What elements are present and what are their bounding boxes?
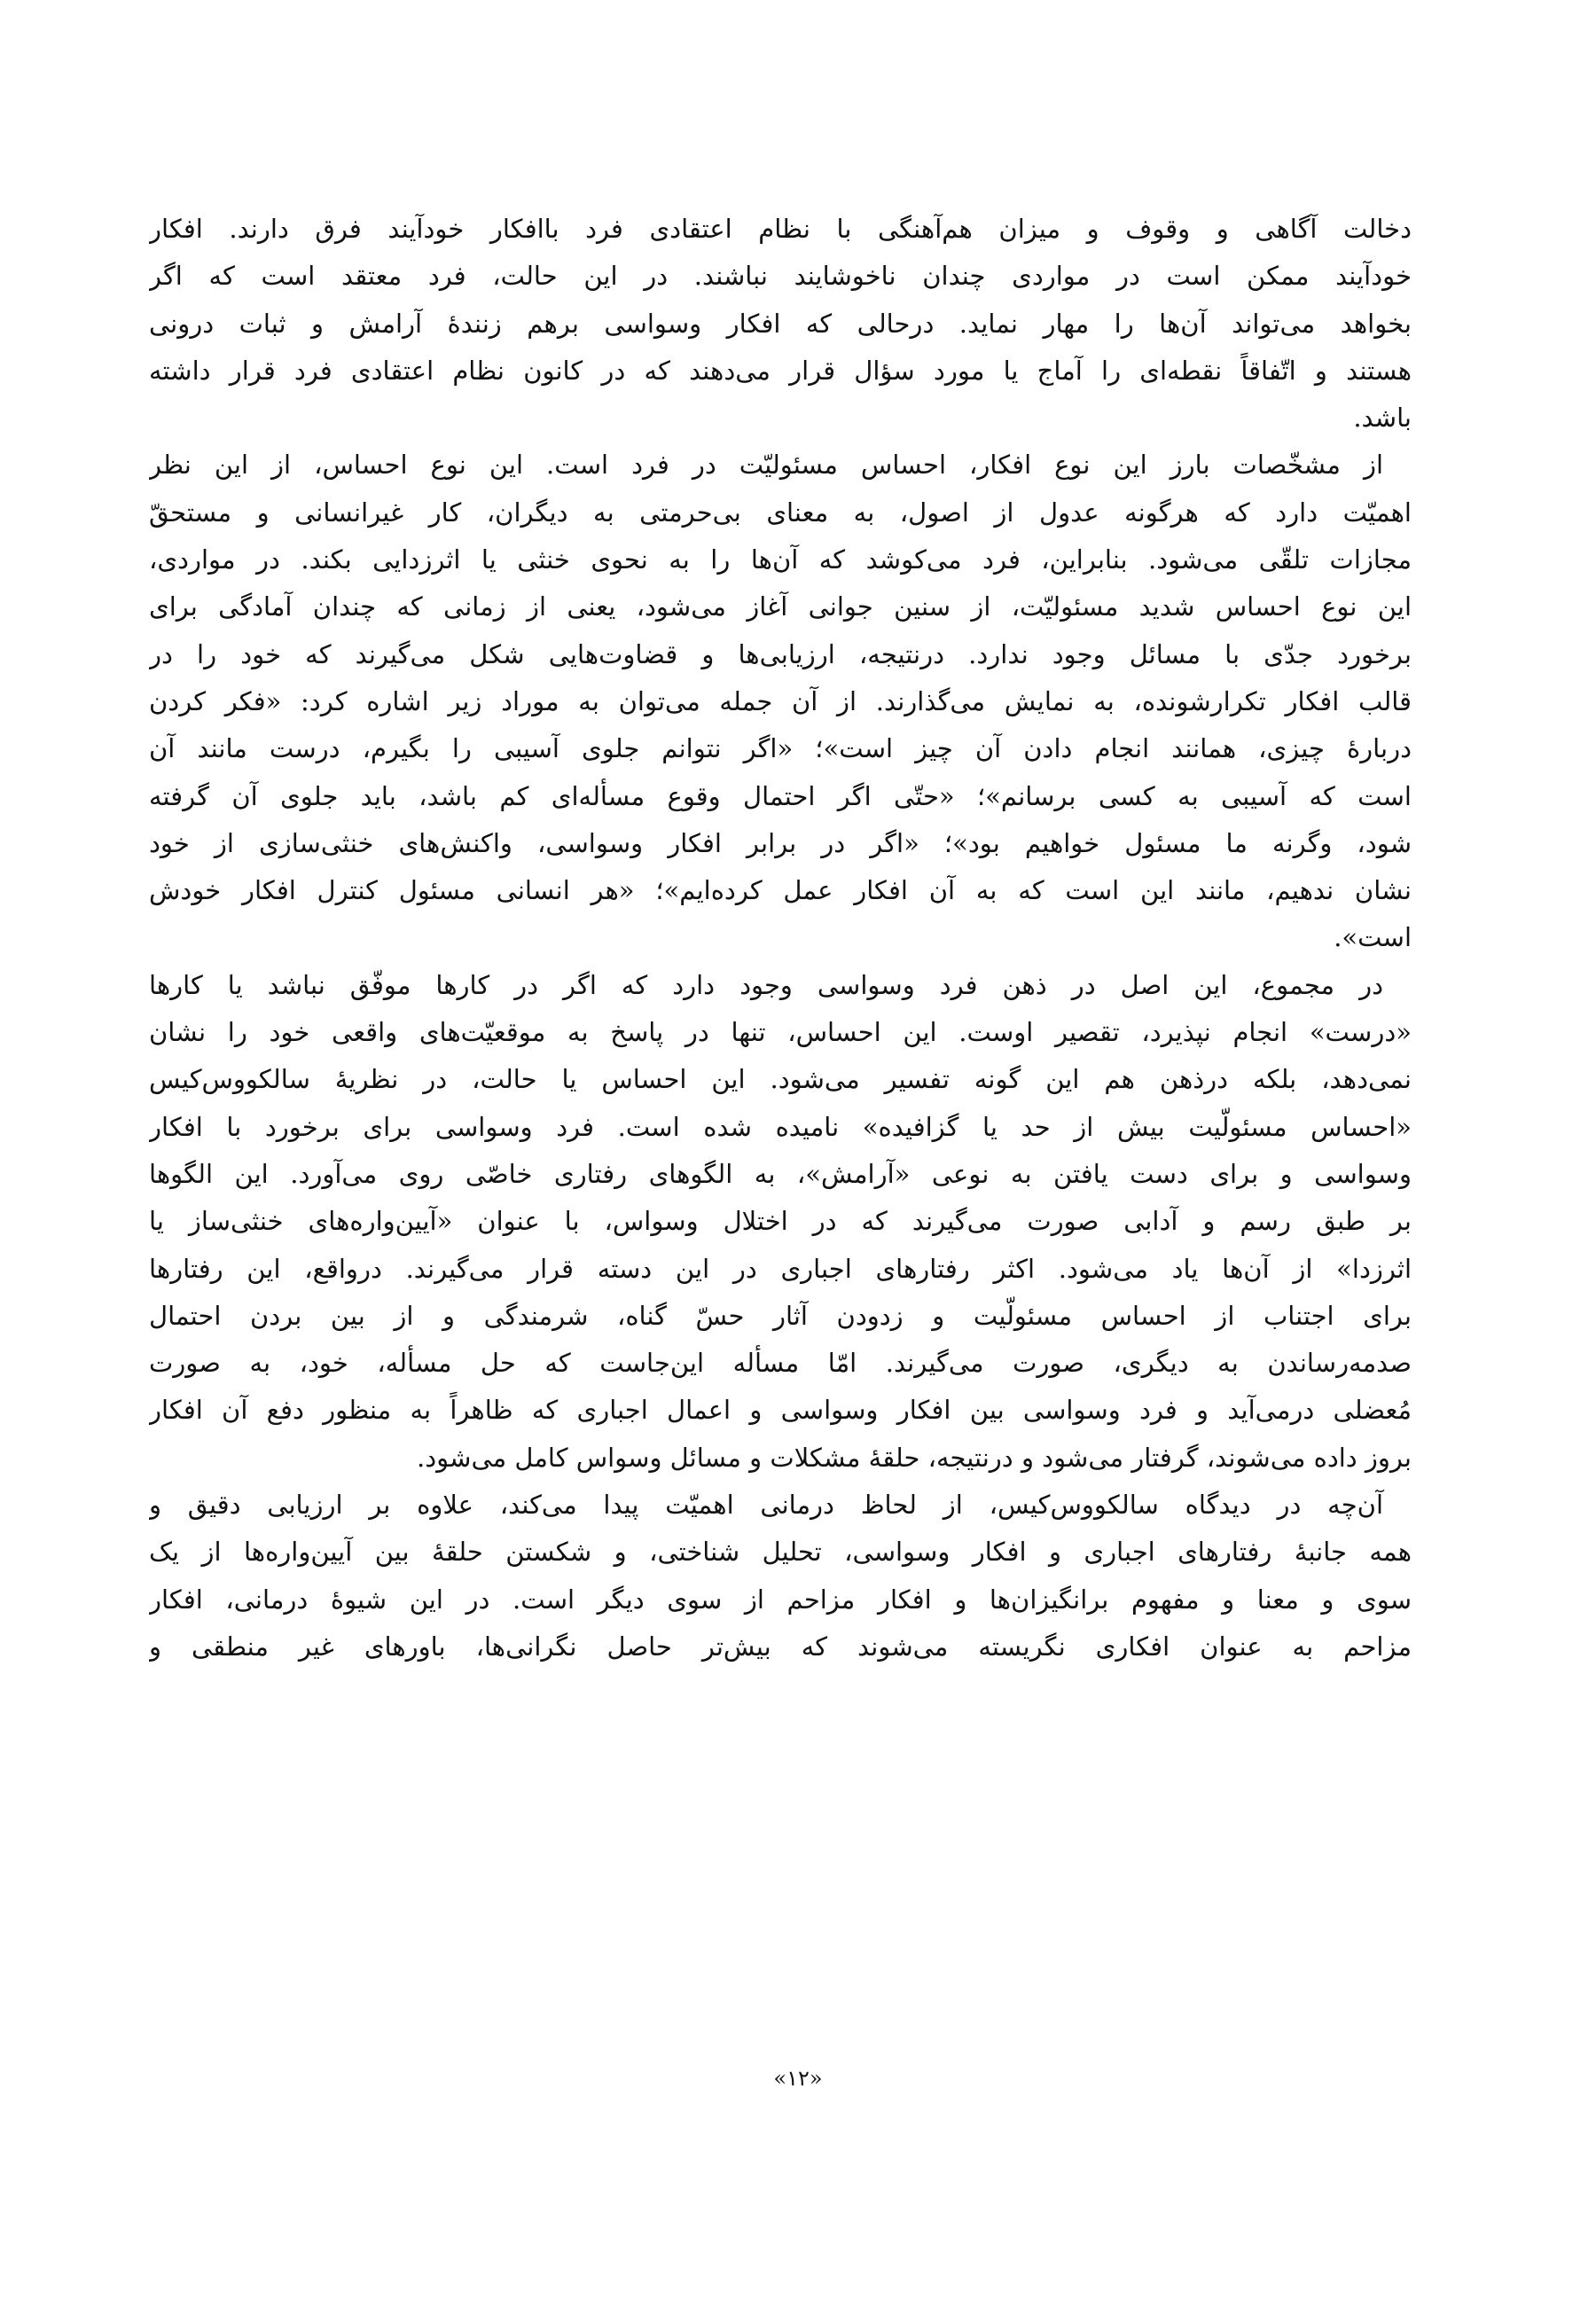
text-line: بخواهد می‌تواند آن‌ها را مهار نماید. درحالی که افکار وسواسی برهم زنندهٔ آرامش و ثبات درونی [149,308,1412,339]
text-line: «درست» انجام نپذیرد، تقصیر اوست. این احساس، تنها در پاسخ به موقعیّت‌های واقعی خود را نشان [149,1017,1412,1048]
text-line: باشد. [1353,403,1412,434]
text-line: صدمه‌رساندن به دیگری، صورت می‌گیرند. امّا مسأله این‌جاست که حل مسأله، خود، به صورت [149,1348,1412,1379]
text-line: نشان ندهیم، مانند این است که به آن افکار عمل کرده‌ایم»؛ «هر انسانی مسئول کنترل افکار خودش [149,875,1412,906]
text-line: دخالت آگاهی و وقوف و میزان هم‌آهنگی با نظام اعتقادی فرد باافکار خودآیند فرق دارند. افکار [149,214,1412,244]
paragraph-1 [149,206,1412,442]
text-line: مُعضلی درمی‌آید و فرد وسواسی بین افکار وسواسی و اعمال اجباری که ظاهراً به منظور دفع آن افکار [149,1395,1412,1426]
text-line: مزاحم به عنوان افکاری نگریسته می‌شوند که بیش‌تر حاصل نگرانی‌ها، باورهای غیر منطقی و [149,1631,1412,1662]
text-line: برخورد جدّی با مسائل وجود ندارد. درنتیجه، ارزیابی‌ها و قضاوت‌هایی شکل می‌گیرند که خود را در [149,638,1412,669]
text-line: سوی و معنا و مفهوم برانگیزان‌ها و افکار مزاحم از سوی دیگر است. در این شیوهٔ درمانی، افکار [149,1584,1412,1615]
text-line: نمی‌دهد، بلکه درذهن هم این گونه تفسیر می‌شود. این احساس یا حالت، در نظریهٔ سالکووس‌کیس [149,1064,1412,1095]
paragraph-2 [149,442,1412,961]
text-line: در مجموع، این اصل در ذهن فرد وسواسی وجود دارد که اگر در کارها موفّق نباشد یا کارها [149,969,1383,1000]
text-line: همه جانبهٔ رفتارهای اجباری و افکار وسواسی، تحلیل شناختی، و شکستن حلقهٔ بین آیین‌واره‌ها از یک [149,1537,1412,1568]
text-line: خودآیند ممکن است در مواردی چندان ناخوشایند نباشند. در این حالت، فرد معتقد است که اگر [149,261,1412,292]
text-line: وسواسی و برای دست یافتن به نوعی «آرامش»، به الگوهای رفتاری خاصّی روی می‌آورد. این الگوها [149,1158,1412,1189]
text-line: از مشخّصات بارز این نوع افکار، احساس مسئولیّت در فرد است. این نوع احساس، از این نظر [149,450,1383,481]
text-line: بر طبق رسم و آدابی صورت می‌گیرند که در اختلال وسواس، با عنوان «آیین‌واره‌های خنثی‌ساز یا [149,1206,1412,1237]
text-line: برای اجتناب از احساس مسئولّیت و زدودن آثار حسّ گناه، شرمندگی و از بین بردن احتمال [149,1300,1412,1331]
text-line: اهمیّت دارد که هرگونه عدول از اصول، به معنای بی‌حرمتی به دیگران، کار غیرانسانی و مستحقّ [149,497,1412,528]
text-line: بروز داده می‌شوند، گرفتار می‌شود و درنتیجه، حلقهٔ مشکلات و مسائل وسواس کامل می‌شود. [417,1442,1412,1473]
text-line: است». [1334,922,1412,953]
paragraph-3 [149,962,1412,1482]
text-line: شود، وگرنه ما مسئول خواهیم بود»؛ «اگر در برابر افکار وسواسی، واکنش‌های خنثی‌سازی از خود [149,827,1412,858]
text-line: مجازات تلقّی می‌شود. بنابراین، فرد می‌کوشد که آن‌ها را به نحوی خنثی یا اثرزدایی بکند. در مواردی، [149,544,1412,575]
text-line: «احساس مسئولّیت بیش از حد یا گزافیده» نامیده شده است. فرد وسواسی برای برخورد با افکار [149,1111,1412,1142]
body-text [149,206,1412,1670]
text-line: این نوع احساس شدید مسئولیّت، از سنین جوانی آغاز می‌شود، یعنی از زمانی که چندان آمادگی برای [149,591,1412,622]
text-line: دربارهٔ چیزی، همانند انجام دادن آن چیز است»؛ «اگر نتوانم جلوی آسیبی را بگیرم، درست مانند آن [149,733,1412,764]
text-line: است که آسیبی به کسی برسانم»؛ «حتّی اگر احتمال وقوع مسأله‌ای کم باشد، باید جلوی آن گرفته [149,780,1412,811]
paragraph-4 [149,1482,1412,1670]
text-line: اثرزدا» از آن‌ها یاد می‌شود. اکثر رفتارهای اجباری در این دسته قرار می‌گیرند. درواقع، این رفتارها [149,1253,1412,1284]
text-line: آن‌چه در دیدگاه سالکووس‌کیس، از لحاظ درمانی اهمیّت پیدا می‌کند، علاوه بر ارزیابی دقیق و [149,1490,1383,1521]
page-number: «۱۲» [773,2066,823,2091]
text-line: قالب افکار تکرارشونده، به نمایش می‌گذارند. از آن جمله می‌توان به موراد زیر اشاره کرد: «فکر کردن [149,685,1412,716]
text-line: هستند و اتّفاقاً نقطه‌ای را آماج یا مورد سؤال قرار می‌دهند که در کانون نظام اعتقادی فرد قرار داشته [149,355,1412,386]
